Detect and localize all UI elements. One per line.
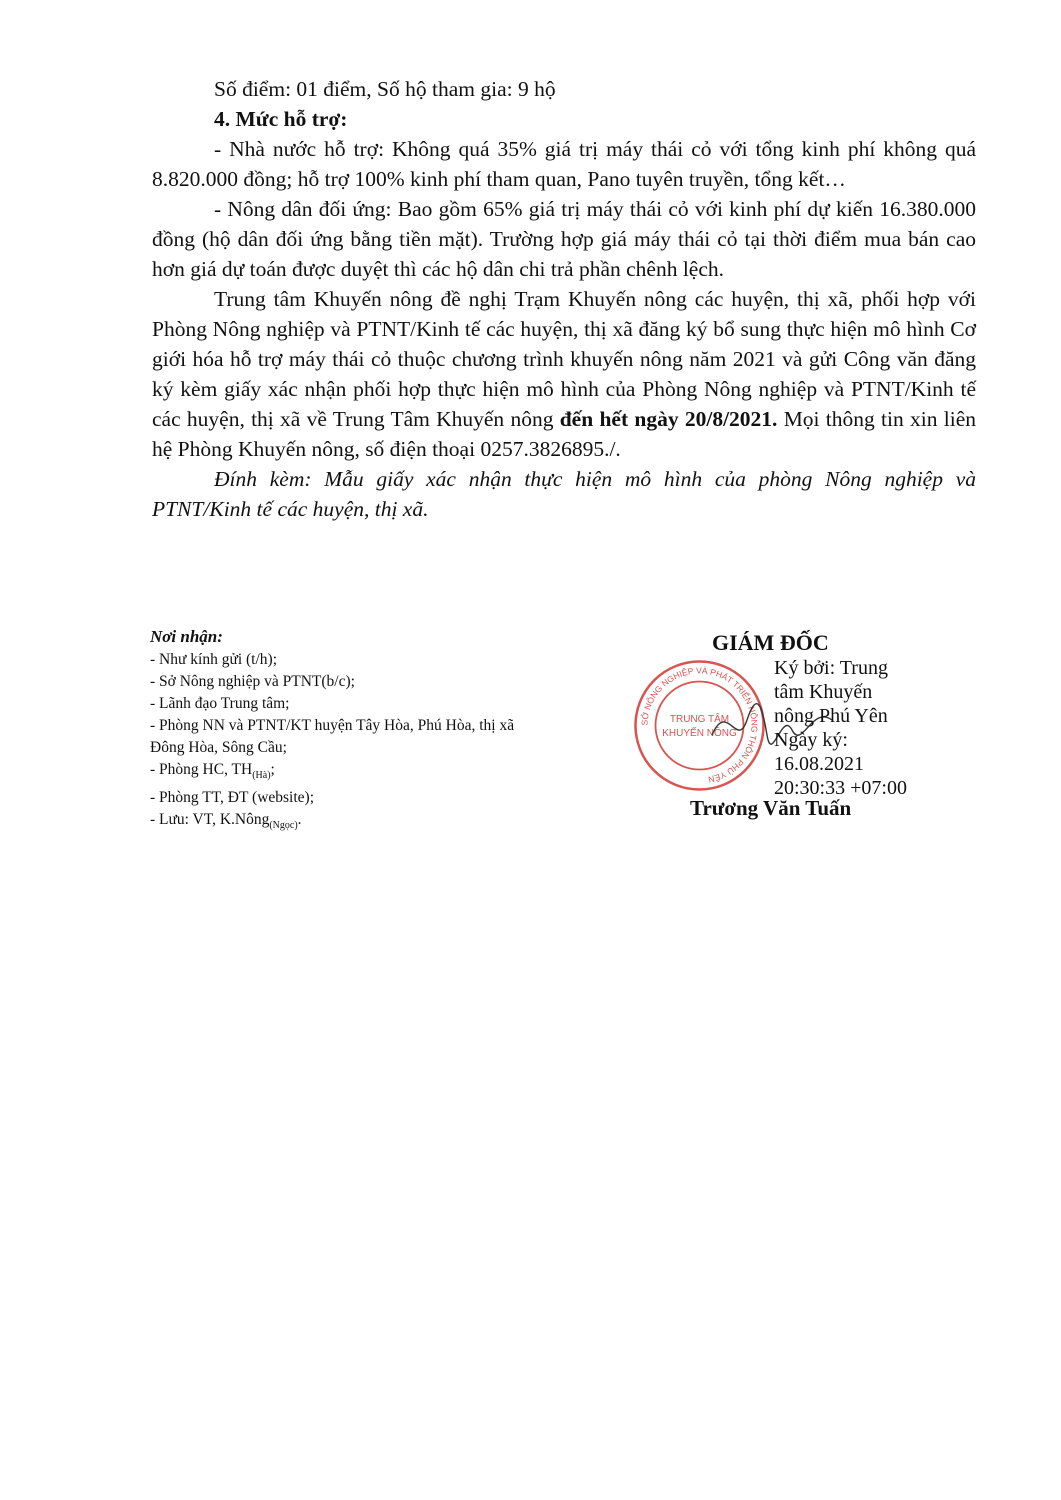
signature-block	[632, 630, 962, 830]
digital-signature-info	[774, 656, 944, 800]
recipient-hc-text: - Phòng HC, TH	[150, 761, 253, 778]
recipient-item: - Phòng TT, ĐT (website);	[150, 789, 315, 807]
stamp-center-line1: TRUNG TÂM	[669, 714, 730, 725]
signer-title: GIÁM ĐỐC	[712, 630, 829, 655]
request-text-part2: Mọi thông tin xin liên hệ Phòng Khuyến nông, số điện thoại 0257.3826895./.	[152, 407, 976, 461]
section-4-heading: 4. Mức hỗ trợ:	[214, 107, 348, 131]
recipient-luu-sub: (Ngọc)	[269, 820, 298, 832]
recipient-item: - Phòng NN và PTNT/KT huyện Tây Hòa, Phú Hòa, thị xã Đông Hòa, Sông Cầu;	[150, 717, 515, 756]
signer-name: Trương Văn Tuấn	[690, 796, 852, 820]
attachment-note: Đính kèm: Mẫu giấy xác nhận thực hiện mô hình của phòng Nông nghiệp và PTNT/Kinh tế các huyện, thị xã.	[152, 467, 976, 521]
recipient-luu-text: - Lưu: VT, K.Nông	[150, 811, 270, 829]
recipients-title: Nơi nhận:	[150, 627, 223, 646]
participants-line: Số điểm: 01 điểm, Số hộ tham gia: 9 hộ	[214, 77, 556, 101]
recipients-block	[150, 626, 550, 837]
recipient-hc-sub: (Hà)	[252, 770, 271, 782]
signed-by-line: tâm Khuyến	[774, 681, 873, 703]
request-paragraph	[152, 284, 976, 464]
recipient-item-hc	[150, 759, 550, 787]
signed-by-line: nông Phú Yên	[774, 705, 888, 727]
recipient-item: - Lãnh đạo Trung tâm;	[150, 695, 290, 712]
recipient-hc-end: ;	[270, 761, 275, 778]
recipient-luu-end: .	[297, 811, 302, 829]
signed-date: 16.08.2021	[774, 753, 864, 775]
stamp-ring-text: SỞ NÔNG NGHIỆP VÀ PHÁT TRIỂN NÔNG THÔN PHÚ YÊN	[639, 665, 760, 785]
signed-time: 20:30:33 +07:00	[774, 777, 907, 799]
signed-by-line: Ký bởi: Trung	[774, 657, 888, 679]
stamp-center-line2: KHUYẾN NÔNG	[662, 728, 737, 739]
support-state-paragraph: - Nhà nước hỗ trợ: Không quá 35% giá trị máy thái cỏ với tổng kinh phí không quá 8.820.000 đồng; hỗ trợ 100% kinh phí tham quan, Pano tuyên truyền, tổng kết…	[152, 137, 976, 191]
recipient-item: - Như kính gửi (t/h);	[150, 651, 278, 668]
support-farmer-paragraph: - Nông dân đối ứng: Bao gồm 65% giá trị máy thái cỏ với kinh phí dự kiến 16.380.000 đồng (hộ dân đối ứng bằng tiền mặt). Trường hợp giá máy thái cỏ tại thời điểm mua bán cao hơn giá dự toán được duyệt thì các hộ dân chi trả phần chênh lệch.	[152, 197, 976, 281]
recipient-item-luu	[150, 809, 550, 837]
request-deadline: đến hết ngày 20/8/2021.	[559, 407, 778, 431]
signed-date-label: Ngày ký:	[774, 729, 848, 751]
document-body	[152, 74, 976, 524]
request-text-part1: Trung tâm Khuyến nông đề nghị Trạm Khuyến nông các huyện, thị xã, phối hợp với Phòng Nông nghiệp và PTNT/Kinh tế các huyện, thị xã đăng ký bổ sung thực hiện mô hình Cơ giới hóa hỗ trợ máy thái cỏ thuộc chương trình khuyến nông năm 2021 và gửi Công văn đăng ký kèm giấy xác nhận phối hợp thực hiện mô hình của Phòng Nông nghiệp và PTNT/Kinh tế các huyện, thị xã về Trung Tâm Khuyến nông	[152, 287, 976, 431]
recipient-item: - Sở Nông nghiệp và PTNT(b/c);	[150, 673, 355, 690]
